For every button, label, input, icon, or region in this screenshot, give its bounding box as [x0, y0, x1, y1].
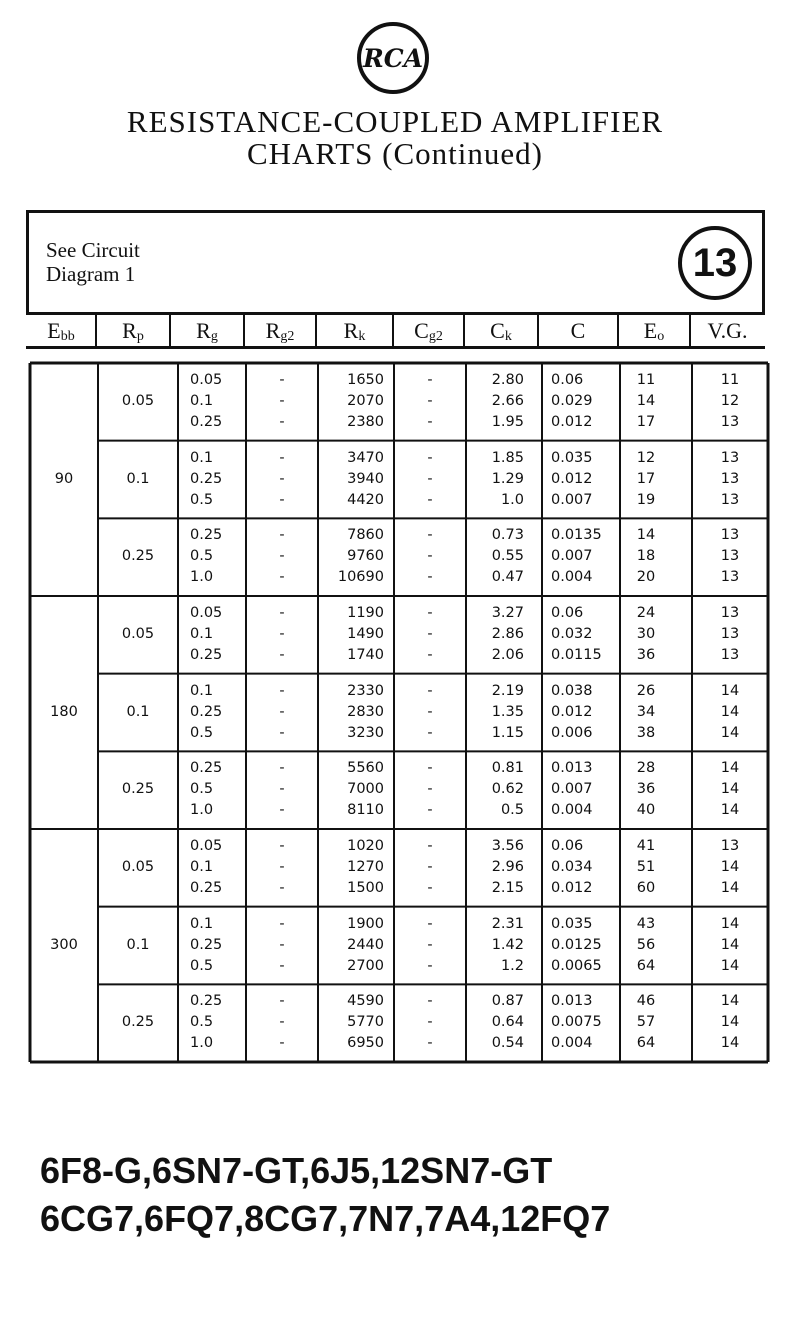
rg-value: 0.25	[190, 647, 223, 663]
cg2-value: -	[427, 915, 433, 932]
eo-value: 26	[636, 682, 656, 699]
vg-value: 13	[720, 838, 740, 854]
c-value: 0.012	[551, 470, 593, 487]
c-value: 0.06	[551, 838, 584, 854]
rk-value: 3470	[347, 449, 384, 466]
rk-value: 1270	[347, 859, 384, 875]
rp-value: 0.25	[121, 1014, 155, 1031]
rg2-value: -	[279, 936, 285, 953]
ck-value: 1.85	[491, 449, 524, 466]
eo-value: 43	[636, 915, 656, 932]
ck-value: 0.62	[491, 781, 524, 798]
rg-value: 1.0	[190, 1035, 214, 1052]
ck-value: 2.06	[491, 647, 524, 663]
vg-value: 14	[720, 1014, 740, 1031]
rg-value: 0.05	[190, 372, 223, 388]
rk-value: 6950	[347, 1035, 384, 1052]
ck-value: 0.73	[491, 527, 524, 544]
eo-value: 64	[636, 957, 656, 974]
c-value: 0.038	[551, 682, 593, 699]
cg2-value: -	[427, 372, 433, 388]
cg2-value: -	[427, 393, 433, 409]
rg2-value: -	[279, 605, 285, 621]
c-value: 0.035	[551, 449, 593, 466]
rp-value: 0.25	[121, 548, 155, 565]
eo-value: 56	[636, 936, 656, 953]
c-value: 0.035	[551, 915, 593, 932]
rg2-value: -	[279, 724, 285, 741]
rp-value: 0.05	[121, 392, 155, 409]
rg2-value: -	[279, 682, 285, 699]
c-value: 0.004	[551, 569, 593, 586]
rg-value: 0.1	[190, 915, 214, 932]
eo-value: 14	[636, 527, 656, 544]
rk-value: 7860	[347, 527, 384, 544]
cg2-value: -	[427, 470, 433, 487]
vg-value: 14	[720, 1035, 740, 1052]
vg-value: 14	[720, 724, 740, 741]
vg-value: 13	[720, 527, 740, 544]
c-value: 0.0065	[551, 957, 602, 974]
cg2-value: -	[427, 682, 433, 699]
rk-value: 4420	[347, 491, 384, 508]
eo-value: 46	[636, 993, 656, 1010]
ck-value: 2.15	[491, 880, 524, 896]
ck-value: 1.15	[491, 724, 524, 741]
cg2-value: -	[427, 449, 433, 466]
ck-value: 2.86	[491, 626, 524, 642]
cg2-value: -	[427, 569, 433, 586]
eo-value: 17	[636, 414, 656, 430]
vg-value: 13	[720, 626, 740, 642]
c-value: 0.06	[551, 605, 584, 621]
ck-value: 0.5	[500, 802, 524, 819]
rg2-value: -	[279, 569, 285, 586]
ck-value: 0.87	[491, 993, 524, 1010]
rg2-value: -	[279, 781, 285, 798]
rca-logo: RCA	[357, 22, 429, 94]
ck-value: 0.81	[491, 760, 524, 777]
rg2-value: -	[279, 1035, 285, 1052]
ck-value: 0.64	[491, 1014, 524, 1031]
vg-value: 13	[720, 491, 740, 508]
vg-value: 13	[720, 449, 740, 466]
rk-value: 8110	[347, 802, 384, 819]
eo-value: 11	[636, 372, 656, 388]
column-header: $C_k$	[490, 318, 512, 344]
rk-value: 2440	[347, 936, 384, 953]
cg2-value: -	[427, 626, 433, 642]
rg-value: 0.1	[190, 449, 214, 466]
eo-value: 28	[636, 760, 656, 777]
rk-value: 2070	[347, 393, 384, 409]
c-value: 0.012	[551, 414, 593, 430]
rg2-value: -	[279, 491, 285, 508]
c-value: 0.004	[551, 802, 593, 819]
rg2-value: -	[279, 915, 285, 932]
cg2-value: -	[427, 993, 433, 1010]
rk-value: 1190	[347, 605, 384, 621]
eo-value: 57	[636, 1014, 656, 1031]
vg-value: 14	[720, 957, 740, 974]
c-value: 0.013	[551, 993, 593, 1010]
rk-value: 10690	[337, 569, 384, 586]
rp-value: 0.05	[121, 858, 155, 875]
cg2-value: -	[427, 414, 433, 430]
cg2-value: -	[427, 527, 433, 544]
ck-value: 2.66	[491, 393, 524, 409]
vg-value: 11	[720, 372, 740, 388]
rg-value: 0.05	[190, 838, 223, 854]
ck-value: 1.35	[491, 703, 524, 720]
eo-value: 64	[636, 1035, 656, 1052]
column-header: C	[570, 318, 586, 343]
rg-value: 0.5	[190, 548, 214, 565]
rg-value: 0.1	[190, 682, 214, 699]
c-value: 0.0135	[551, 527, 602, 544]
rp-value: 0.1	[126, 936, 150, 953]
rg2-value: -	[279, 802, 285, 819]
rk-value: 2380	[347, 414, 384, 430]
vg-value: 13	[720, 414, 740, 430]
eo-value: 34	[636, 703, 656, 720]
eo-value: 24	[636, 605, 656, 621]
cg2-value: -	[427, 1014, 433, 1031]
column-header: $E_o$	[643, 318, 665, 344]
eo-value: 19	[636, 491, 656, 508]
rg2-value: -	[279, 760, 285, 777]
cg2-value: -	[427, 781, 433, 798]
rg2-value: -	[279, 993, 285, 1010]
rk-value: 1740	[347, 647, 384, 663]
c-value: 0.034	[551, 859, 593, 875]
rg-value: 0.25	[190, 527, 223, 544]
rg2-value: -	[279, 372, 285, 388]
ck-value: 1.2	[500, 957, 524, 974]
rk-value: 2830	[347, 703, 384, 720]
rg-value: 0.25	[190, 880, 223, 896]
column-header: $R_p$	[122, 318, 144, 344]
column-header: $R_g$	[196, 318, 218, 344]
column-header: $C_{g2}$	[414, 318, 443, 344]
ck-value: 1.95	[491, 414, 524, 430]
rg2-value: -	[279, 470, 285, 487]
cg2-value: -	[427, 548, 433, 565]
ck-value: 1.42	[491, 936, 524, 953]
c-value: 0.029	[551, 393, 593, 409]
rk-value: 1900	[347, 915, 384, 932]
eo-value: 36	[636, 781, 656, 798]
eo-value: 17	[636, 470, 656, 487]
rk-value: 1020	[347, 838, 384, 854]
column-header: $R_k$	[343, 318, 366, 344]
c-value: 0.012	[551, 703, 593, 720]
c-value: 0.0125	[551, 936, 602, 953]
rg-value: 0.5	[190, 781, 214, 798]
rg2-value: -	[279, 626, 285, 642]
vg-value: 14	[720, 760, 740, 777]
page-title-line-2: CHARTS (Continued)	[246, 136, 543, 171]
c-value: 0.06	[551, 372, 584, 388]
cg2-value: -	[427, 936, 433, 953]
circuit-note-line-2: Diagram 1	[46, 262, 136, 286]
rk-value: 1490	[347, 626, 384, 642]
vg-value: 14	[720, 880, 740, 896]
c-value: 0.004	[551, 1035, 593, 1052]
vg-value: 13	[720, 548, 740, 565]
rg2-value: -	[279, 703, 285, 720]
vg-value: 13	[720, 605, 740, 621]
eo-value: 14	[636, 393, 656, 409]
rg-value: 0.25	[190, 414, 223, 430]
vg-value: 12	[720, 393, 740, 409]
vg-value: 14	[720, 781, 740, 798]
c-value: 0.006	[551, 724, 593, 741]
rk-value: 2700	[347, 957, 384, 974]
ebb-value: 300	[50, 936, 78, 953]
rg-value: 0.5	[190, 957, 214, 974]
circuit-note-line-1: See Circuit	[46, 238, 140, 262]
rg-value: 1.0	[190, 802, 214, 819]
ck-value: 1.29	[491, 470, 524, 487]
column-header: V.G.	[707, 318, 748, 343]
rk-value: 5770	[347, 1014, 384, 1031]
ck-value: 2.80	[491, 372, 524, 388]
vg-value: 14	[720, 703, 740, 720]
page-title-line-1: RESISTANCE-COUPLED AMPLIFIER	[126, 104, 664, 139]
eo-value: 12	[636, 449, 656, 466]
cg2-value: -	[427, 647, 433, 663]
c-value: 0.032	[551, 626, 593, 642]
cg2-value: -	[427, 724, 433, 741]
c-value: 0.007	[551, 491, 593, 508]
cg2-value: -	[427, 957, 433, 974]
ebb-value: 180	[50, 703, 78, 720]
ck-value: 1.0	[500, 491, 524, 508]
rk-value: 2330	[347, 682, 384, 699]
rg-value: 0.1	[190, 626, 214, 642]
rg2-value: -	[279, 647, 285, 663]
rk-value: 4590	[347, 993, 384, 1010]
cg2-value: -	[427, 760, 433, 777]
rg-value: 0.25	[190, 993, 223, 1010]
rg-value: 0.1	[190, 393, 214, 409]
c-value: 0.0075	[551, 1014, 602, 1031]
ck-value: 0.55	[491, 548, 524, 565]
rk-value: 1650	[347, 372, 384, 388]
vg-value: 14	[720, 993, 740, 1010]
vg-value: 14	[720, 936, 740, 953]
rk-value: 5560	[347, 760, 384, 777]
cg2-value: -	[427, 880, 433, 896]
rg-value: 0.25	[190, 470, 223, 487]
rg2-value: -	[279, 838, 285, 854]
rg2-value: -	[279, 527, 285, 544]
eo-value: 36	[636, 647, 656, 663]
vg-value: 14	[720, 802, 740, 819]
eo-value: 51	[636, 859, 656, 875]
eo-value: 18	[636, 548, 656, 565]
rg-value: 0.25	[190, 760, 223, 777]
c-value: 0.007	[551, 548, 593, 565]
ck-value: 0.54	[491, 1035, 524, 1052]
eo-value: 38	[636, 724, 656, 741]
rp-value: 0.05	[121, 625, 155, 642]
tube-types-line-2: 6CG7,6FQ7,8CG7,7N7,7A4,12FQ7	[40, 1198, 611, 1239]
vg-value: 14	[720, 915, 740, 932]
ck-value: 3.27	[491, 605, 524, 621]
eo-value: 40	[636, 802, 656, 819]
cg2-value: -	[427, 491, 433, 508]
rg2-value: -	[279, 1014, 285, 1031]
tube-types-line-1: 6F8-G,6SN7-GT,6J5,12SN7-GT	[40, 1150, 553, 1191]
vg-value: 13	[720, 569, 740, 586]
ck-value: 2.31	[491, 915, 524, 932]
vg-value: 13	[720, 470, 740, 487]
rg2-value: -	[279, 548, 285, 565]
c-value: 0.007	[551, 781, 593, 798]
rg-value: 0.25	[190, 936, 223, 953]
vg-value: 13	[720, 647, 740, 663]
rg-value: 0.05	[190, 605, 223, 621]
rg2-value: -	[279, 859, 285, 875]
vg-value: 14	[720, 859, 740, 875]
c-value: 0.012	[551, 880, 593, 896]
cg2-value: -	[427, 802, 433, 819]
rg-value: 0.25	[190, 703, 223, 720]
rg-value: 1.0	[190, 569, 214, 586]
rp-value: 0.1	[126, 703, 150, 720]
eo-value: 20	[636, 569, 656, 586]
rg2-value: -	[279, 414, 285, 430]
chart-number-badge: 13	[678, 226, 752, 300]
c-value: 0.013	[551, 760, 593, 777]
rg2-value: -	[279, 449, 285, 466]
rk-value: 7000	[347, 781, 384, 798]
column-header: $R_{g2}$	[265, 318, 295, 344]
ck-value: 0.47	[491, 569, 524, 586]
rg2-value: -	[279, 880, 285, 896]
cg2-value: -	[427, 1035, 433, 1052]
rg-value: 0.5	[190, 491, 214, 508]
rk-value: 3230	[347, 724, 384, 741]
eo-value: 60	[636, 880, 656, 896]
rk-value: 3940	[347, 470, 384, 487]
cg2-value: -	[427, 605, 433, 621]
vg-value: 14	[720, 682, 740, 699]
rp-value: 0.25	[121, 781, 155, 798]
eo-value: 41	[636, 838, 656, 854]
c-value: 0.0115	[551, 647, 602, 663]
cg2-value: -	[427, 703, 433, 720]
ck-value: 2.19	[491, 682, 524, 699]
cg2-value: -	[427, 838, 433, 854]
rk-value: 1500	[347, 880, 384, 896]
ck-value: 2.96	[491, 859, 524, 875]
column-header: $E_{bb}$	[47, 318, 75, 344]
eo-value: 30	[636, 626, 656, 642]
rg-value: 0.5	[190, 724, 214, 741]
ck-value: 3.56	[491, 838, 524, 854]
rg-value: 0.1	[190, 859, 214, 875]
rg2-value: -	[279, 393, 285, 409]
rk-value: 9760	[347, 548, 384, 565]
rg2-value: -	[279, 957, 285, 974]
cg2-value: -	[427, 859, 433, 875]
rg-value: 0.5	[190, 1014, 214, 1031]
ebb-value: 90	[54, 470, 74, 487]
rp-value: 0.1	[126, 470, 150, 487]
